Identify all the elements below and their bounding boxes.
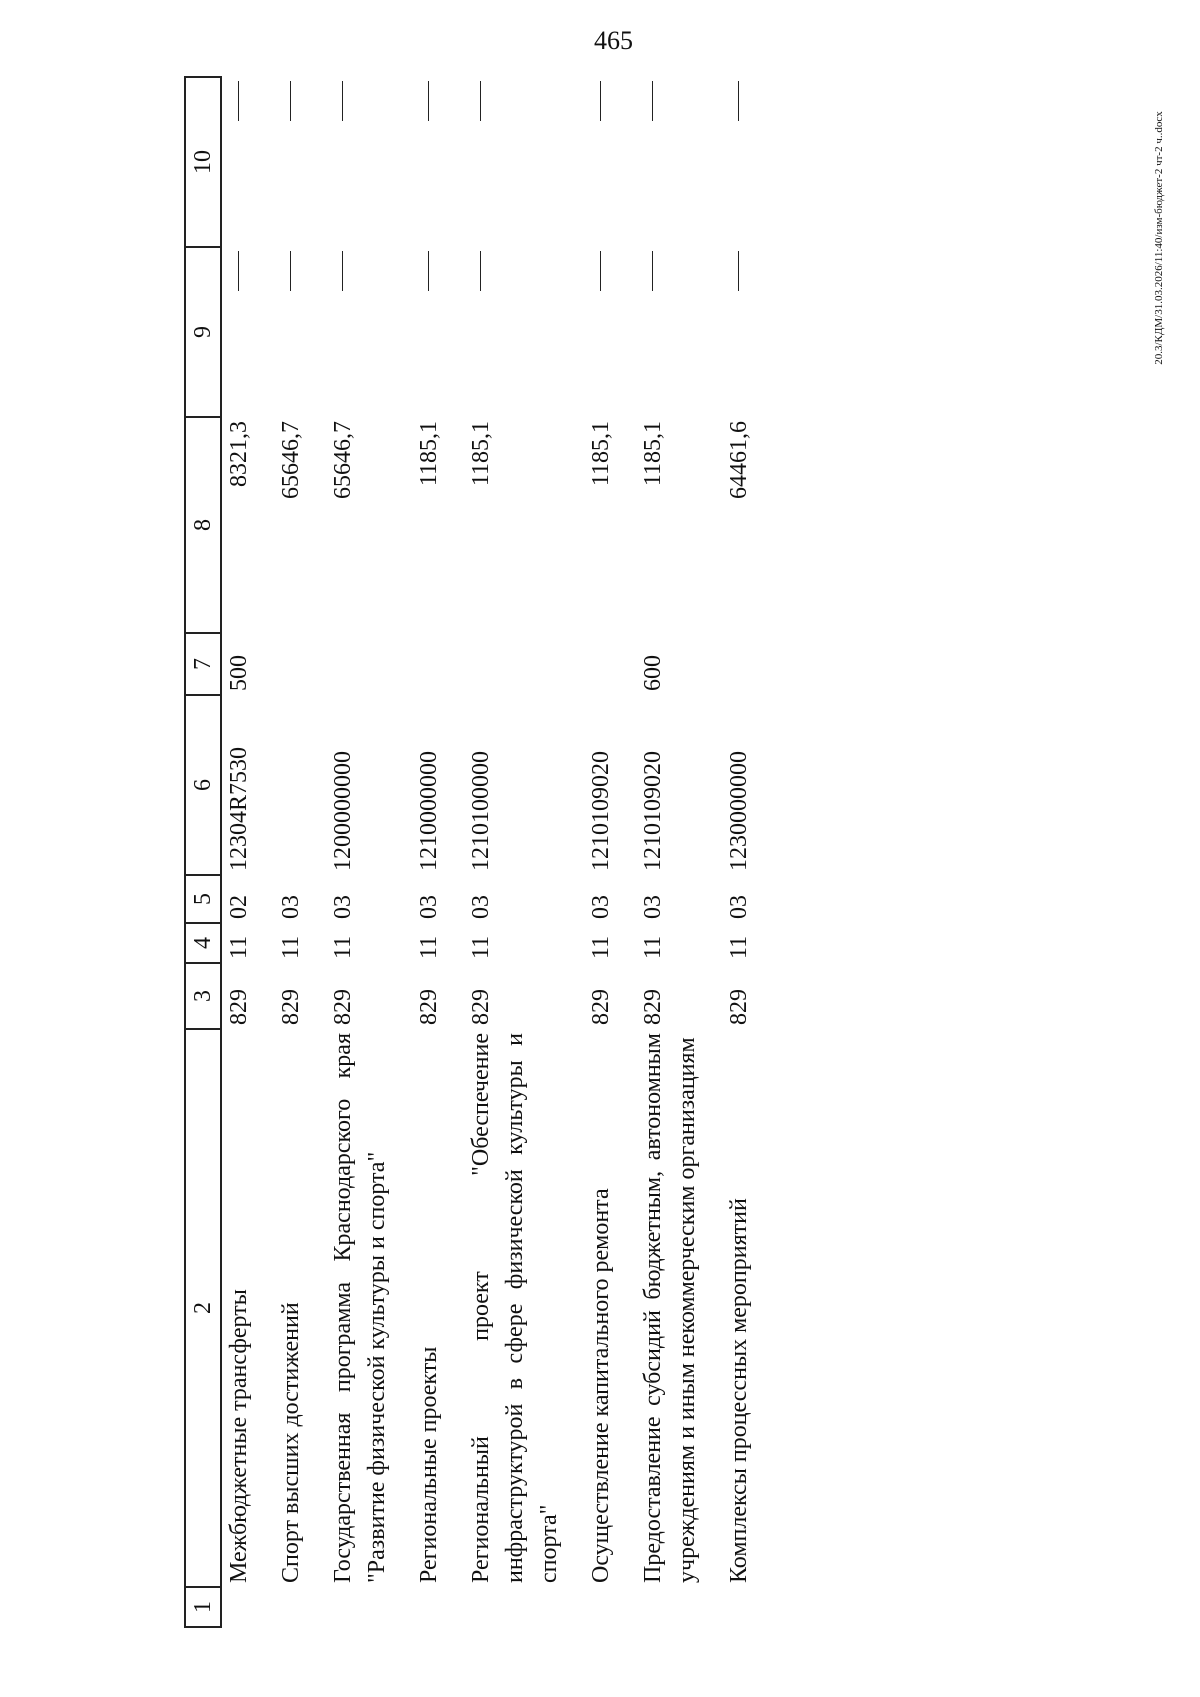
cell-amount: 8321,3 — [226, 421, 252, 487]
cell-target-article: 1210109020 — [640, 751, 666, 871]
cell-amount: 1185,1 — [640, 421, 666, 487]
cell-section: 11 — [726, 935, 752, 959]
cell-subsection: 03 — [588, 895, 614, 919]
cell-admin-code: 829 — [468, 989, 494, 1025]
table-body — [221, 77, 756, 1627]
dash-mark — [290, 251, 291, 291]
row-spacer — [256, 77, 274, 1627]
cell-amount: 1185,1 — [588, 421, 614, 487]
cell-amount: 65646,7 — [278, 421, 304, 499]
cell-name: Предоставление субсидий бюджетным, автономным учреждениям и иным некоммерческим организациям — [640, 1033, 700, 1583]
cell-target-article — [274, 695, 308, 875]
dash-mark — [652, 81, 653, 121]
cell-subsection: 03 — [640, 895, 666, 919]
table-row — [326, 77, 394, 1627]
dash-mark — [738, 81, 739, 121]
cell-target-article: 1230000000 — [726, 751, 752, 871]
header-col-9: 9 — [185, 247, 221, 417]
cell-subsection: 03 — [330, 895, 356, 919]
dash-mark — [428, 251, 429, 291]
cell-col-1 — [636, 1587, 704, 1627]
cell-admin-code: 829 — [640, 989, 666, 1025]
cell-subsection: 03 — [468, 895, 494, 919]
header-col-4: 4 — [185, 923, 221, 963]
cell-name: Региональный проект "Обеспечение инфраструктурой в сфере физической культуры и спорта" — [468, 1033, 562, 1583]
dash-mark — [480, 251, 481, 291]
dash-mark — [600, 251, 601, 291]
cell-name: Осуществление капитального ремонта — [588, 1188, 614, 1583]
cell-target-article: 12304R7530 — [226, 746, 252, 871]
cell-col-10 — [326, 77, 394, 247]
row-spacer — [704, 77, 722, 1627]
header-col-10: 10 — [185, 77, 221, 247]
cell-col-1 — [221, 1587, 256, 1627]
cell-admin-code: 829 — [416, 989, 442, 1025]
cell-section: 11 — [416, 935, 442, 959]
cell-name: Комплексы процессных мероприятий — [726, 1198, 752, 1583]
cell-target-article: 1210000000 — [416, 751, 442, 871]
cell-subsection: 03 — [278, 895, 304, 919]
cell-col-9 — [636, 247, 704, 417]
table-row — [584, 77, 618, 1627]
cell-section: 11 — [278, 935, 304, 959]
cell-admin-code: 829 — [330, 989, 356, 1025]
cell-section: 11 — [226, 935, 252, 959]
cell-subsection: 03 — [416, 895, 442, 919]
cell-col-9 — [326, 247, 394, 417]
cell-col-1 — [722, 1587, 756, 1627]
table-row — [636, 77, 704, 1627]
cell-col-1 — [584, 1587, 618, 1627]
dash-mark — [290, 81, 291, 121]
row-spacer — [446, 77, 464, 1627]
cell-col-10 — [636, 77, 704, 247]
cell-admin-code: 829 — [726, 989, 752, 1025]
table-row — [221, 77, 256, 1627]
cell-amount: 65646,7 — [330, 421, 356, 499]
cell-subsection: 03 — [726, 895, 752, 919]
table-row — [274, 77, 308, 1627]
header-col-8: 8 — [185, 417, 221, 633]
cell-col-9 — [221, 247, 256, 417]
dash-mark — [480, 81, 481, 121]
cell-name: Региональные проекты — [416, 1346, 442, 1583]
cell-admin-code: 829 — [278, 989, 304, 1025]
cell-section: 11 — [468, 935, 494, 959]
cell-col-10 — [722, 77, 756, 247]
row-spacer — [394, 77, 412, 1627]
header-col-2: 2 — [185, 1029, 221, 1587]
cell-section: 11 — [588, 935, 614, 959]
cell-expense-type — [722, 633, 756, 695]
document-footer-code: 20.3/КДМ/31.03.2026/11:40/изм-бюджет-2 чт-2 ч..docx — [1153, 111, 1165, 365]
header-col-5: 5 — [185, 875, 221, 923]
table-row — [464, 77, 566, 1627]
cell-name: Межбюджетные трансферты — [226, 1289, 252, 1583]
cell-col-10 — [412, 77, 446, 247]
row-spacer — [566, 77, 584, 1627]
cell-col-9 — [722, 247, 756, 417]
dash-mark — [738, 251, 739, 291]
cell-col-9 — [584, 247, 618, 417]
header-col-6: 6 — [185, 695, 221, 875]
cell-amount: 1185,1 — [416, 421, 442, 487]
cell-expense-type — [412, 633, 446, 695]
row-spacer — [308, 77, 326, 1627]
cell-expense-type — [464, 633, 566, 695]
cell-expense-type — [274, 633, 308, 695]
cell-expense-type: 500 — [226, 655, 252, 691]
cell-amount: 64461,6 — [726, 421, 752, 499]
cell-col-10 — [221, 77, 256, 247]
cell-target-article: 1210109020 — [588, 751, 614, 871]
cell-col-9 — [274, 247, 308, 417]
cell-col-10 — [584, 77, 618, 247]
cell-col-9 — [464, 247, 566, 417]
cell-admin-code: 829 — [588, 989, 614, 1025]
dash-mark — [342, 81, 343, 121]
cell-col-1 — [326, 1587, 394, 1627]
cell-col-1 — [412, 1587, 446, 1627]
cell-col-1 — [464, 1587, 566, 1627]
cell-col-10 — [464, 77, 566, 247]
budget-table-rotated — [184, 78, 1034, 1628]
cell-section: 11 — [330, 935, 356, 959]
cell-expense-type — [326, 633, 394, 695]
header-col-1: 1 — [185, 1587, 221, 1627]
header-col-3: 3 — [185, 963, 221, 1029]
cell-name: Государственная программа Краснодарского края "Развитие физической культуры и спорта" — [330, 1033, 390, 1583]
cell-amount: 1185,1 — [468, 421, 494, 487]
cell-expense-type — [584, 633, 618, 695]
table-header-row — [185, 77, 221, 1627]
dash-mark — [238, 81, 239, 121]
dash-mark — [238, 251, 239, 291]
dash-mark — [342, 251, 343, 291]
cell-col-10 — [274, 77, 308, 247]
row-spacer — [618, 77, 636, 1627]
header-col-7: 7 — [185, 633, 221, 695]
cell-name: Спорт высших достижений — [278, 1302, 304, 1583]
dash-mark — [600, 81, 601, 121]
cell-admin-code: 829 — [226, 989, 252, 1025]
cell-subsection: 02 — [226, 895, 252, 919]
cell-target-article: 1200000000 — [330, 751, 356, 871]
cell-expense-type: 600 — [640, 655, 666, 691]
dash-mark — [428, 81, 429, 121]
cell-col-9 — [412, 247, 446, 417]
cell-section: 11 — [640, 935, 666, 959]
dash-mark — [652, 251, 653, 291]
page-number: 465 — [594, 26, 633, 55]
table-row — [412, 77, 446, 1627]
table-row — [722, 77, 756, 1627]
budget-table — [184, 76, 756, 1628]
cell-col-1 — [274, 1587, 308, 1627]
cell-target-article: 1210100000 — [468, 751, 494, 871]
